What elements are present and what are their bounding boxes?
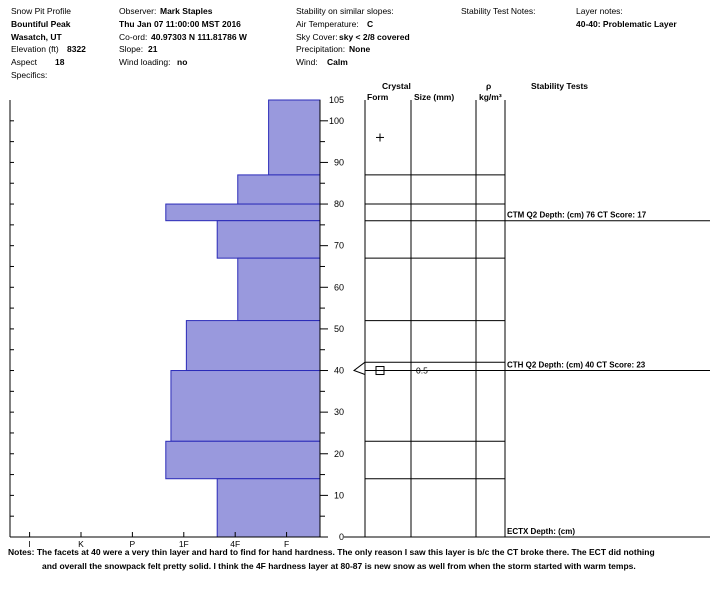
- profile-title: Snow Pit Profile: [11, 6, 71, 16]
- form-header: Form: [367, 92, 389, 102]
- range: Wasatch, UT: [11, 32, 62, 42]
- air-temp-value: C: [367, 19, 374, 29]
- hardness-bar-8: [217, 479, 320, 537]
- density-symbol: ρ: [486, 81, 492, 91]
- hardness-label-4F: 4F: [230, 539, 241, 549]
- notes-line-2: and overall the snowpack felt pretty solid. I think the 4F hardness layer at 80-87 is new snow as well from when the storm started with warm temps.: [42, 561, 636, 571]
- size-header: Size (mm): [414, 92, 455, 102]
- datetime: Thu Jan 07 11:00:00 MST 2016: [119, 19, 241, 29]
- depth-label-100: 100: [328, 115, 344, 126]
- depth-label-105: 105: [328, 95, 344, 105]
- stability-test-label-2: ECTX Depth: (cm): [507, 527, 575, 536]
- depth-label-50: 50: [333, 323, 344, 334]
- depth-label-80: 80: [333, 199, 344, 210]
- hardness-label-1F: 1F: [178, 539, 189, 549]
- layer-boundaries: [354, 175, 505, 479]
- air-temp-label: Air Temperature:: [296, 19, 359, 29]
- notes: [8, 545, 708, 573]
- slope-value: 21: [148, 44, 158, 54]
- hardness-label-F: F: [283, 539, 290, 549]
- wind-value: Calm: [327, 57, 348, 67]
- depth-label-60: 60: [333, 282, 344, 293]
- observer-value: Mark Staples: [160, 6, 213, 16]
- hardness-label-I: I: [28, 539, 31, 549]
- slope-label: Slope:: [119, 44, 144, 54]
- hardness-bar-7: [166, 441, 320, 478]
- wind-label: Wind:: [296, 57, 318, 67]
- coord-value: 40.97303 N 111.81786 W: [151, 32, 247, 42]
- coord-label: Co-ord:: [119, 32, 148, 42]
- hardness-bar-1: [238, 175, 320, 204]
- aspect-label: Aspect: [11, 57, 37, 67]
- depth-label-0: 0: [338, 532, 344, 542]
- observer-label: Observer:: [119, 6, 157, 16]
- hardness-bar-4: [238, 258, 320, 320]
- stability-test-label-0: CTM Q2 Depth: (cm) 76 CT Score: 17: [507, 210, 647, 220]
- chart-frame: [10, 100, 710, 537]
- stability-test-labels: [505, 211, 710, 536]
- hardness-bar-5: [186, 321, 320, 371]
- stability-similar-label: Stability on similar slopes:: [296, 6, 394, 16]
- hardness-label-P: P: [129, 539, 136, 549]
- hardness-bar-3: [217, 221, 320, 258]
- layer-notes-label: Layer notes:: [576, 6, 623, 16]
- hardness-bars: [166, 100, 320, 537]
- hardness-bar-2: [166, 204, 320, 221]
- aspect-value: 18: [55, 57, 65, 67]
- hardness-bar-6: [171, 371, 320, 442]
- elevation-value: 8322: [67, 44, 86, 54]
- specifics-label: Specifics:: [11, 70, 48, 80]
- depth-label-30: 30: [333, 407, 344, 418]
- hardness-label-K: K: [78, 539, 84, 549]
- location: Bountiful Peak: [11, 19, 71, 29]
- wind-loading-value: no: [177, 57, 188, 67]
- hardness-bar-0: [269, 100, 320, 175]
- density-unit: kg/m³: [479, 92, 502, 102]
- precip-value: None: [349, 44, 371, 54]
- stability-test-notes-label: Stability Test Notes:: [461, 6, 536, 16]
- precip-label: Precipitation:: [296, 44, 346, 54]
- crystal-size-1: 0.5: [416, 365, 428, 376]
- depth-label-40: 40: [333, 365, 344, 376]
- wind-loading-label: Wind loading:: [119, 57, 171, 67]
- notes-line-1: The facets at 40 were a very thin layer and hard to find for hand hardness. The only reason I saw this layer is b/c the CT broke there. The ECT did nothing: [36, 547, 655, 557]
- depth-label-10: 10: [333, 490, 344, 501]
- notes-label: Notes:: [8, 547, 35, 557]
- layer-note: 40-40: Problematic Layer: [576, 19, 677, 29]
- depth-label-70: 70: [333, 240, 344, 251]
- depth-label-90: 90: [333, 157, 344, 168]
- sky-cover-value: sky < 2/8 covered: [339, 32, 410, 42]
- stability-tests-header: Stability Tests: [531, 81, 588, 91]
- stability-test-label-1: CTH Q2 Depth: (cm) 40 CT Score: 23: [507, 360, 646, 370]
- problem-layer-marker: [354, 362, 365, 374]
- elevation-label: Elevation (ft): [11, 44, 59, 54]
- crystal-symbols: [376, 133, 428, 375]
- crystal-header: Crystal: [382, 81, 411, 91]
- sky-cover-label: Sky Cover:: [296, 32, 338, 42]
- depth-label-20: 20: [333, 448, 344, 459]
